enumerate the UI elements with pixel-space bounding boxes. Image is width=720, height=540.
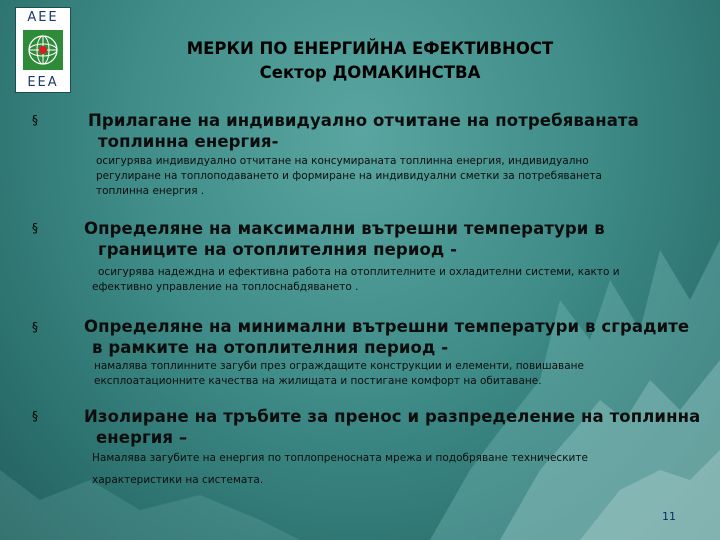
item-3-desc-line-1: намалява топлинните загуби през ограждащите конструкции и елементи, повишаване	[94, 360, 584, 372]
item-4-heading	[84, 406, 700, 448]
item-2-heading-line-2: границите на отоплителния период -	[98, 240, 458, 259]
item-3-description	[94, 359, 584, 389]
item-1-desc-line-1: осигурява индивидуално отчитане на консумираната топлинна енергия, индивидуално	[96, 155, 589, 167]
item-2-heading-line-1: Определяне на максимални вътрешни температури в	[84, 219, 605, 238]
item-4-desc-line-1: Намалява загубите на енергия по топлопреносната мрежа и подобряване техническите	[92, 452, 588, 464]
item-3-heading-line-1: Определяне на минимални вътрешни температури в сградите	[84, 317, 690, 336]
slide-title	[130, 37, 610, 85]
item-1-heading-line-1: Прилагане на индивидуално отчитане на потребяваната	[88, 111, 639, 130]
item-1-heading-line-2: топлинна енергия-	[98, 132, 279, 151]
bullet-icon: §	[32, 320, 38, 334]
item-3-heading-line-2: в рамките на отоплителния период -	[92, 338, 449, 357]
item-2-desc-line-2: ефективно управление на топлоснабдяването .	[92, 281, 359, 293]
title-line-2: Сектор ДОМАКИНСТВА	[259, 63, 481, 82]
item-3-heading	[84, 316, 689, 358]
item-1-desc-line-3: топлинна енергия .	[96, 185, 205, 197]
bullet-icon: §	[32, 221, 38, 235]
logo-top-text: AEE	[27, 10, 59, 25]
item-3-desc-line-2: експлоатационните качества на жилищата и постигане комфорт на обитаване.	[94, 375, 542, 387]
item-4-heading-line-2: енергия –	[96, 428, 188, 447]
item-1-description	[96, 154, 602, 199]
logo-bottom-text: EEA	[27, 75, 59, 90]
title-line-1: МЕРКИ ПО ЕНЕРГИЙНА ЕФЕКТИВНОСТ	[186, 39, 554, 58]
item-1-heading	[88, 110, 639, 152]
item-4-desc-line-2: характеристики на системата.	[92, 474, 264, 486]
page-number: 11	[662, 510, 676, 523]
item-4-heading-line-1: Изолиране на тръбите за пренос и разпределение на топлинна	[84, 407, 701, 426]
bullet-icon: §	[32, 409, 38, 423]
aee-logo	[15, 7, 71, 93]
item-2-desc-line-1: осигурява надеждна и ефективна работа на отоплителните и охладителни системи, както и	[98, 266, 620, 278]
globe-icon	[23, 30, 63, 70]
item-2-description	[92, 265, 620, 295]
item-4-description	[92, 447, 588, 491]
item-2-heading	[84, 218, 605, 260]
bullet-icon: §	[32, 113, 38, 127]
item-1-desc-line-2: регулиране на топлоподаването и формиране на индивидуални сметки за потребяванета	[96, 170, 602, 182]
